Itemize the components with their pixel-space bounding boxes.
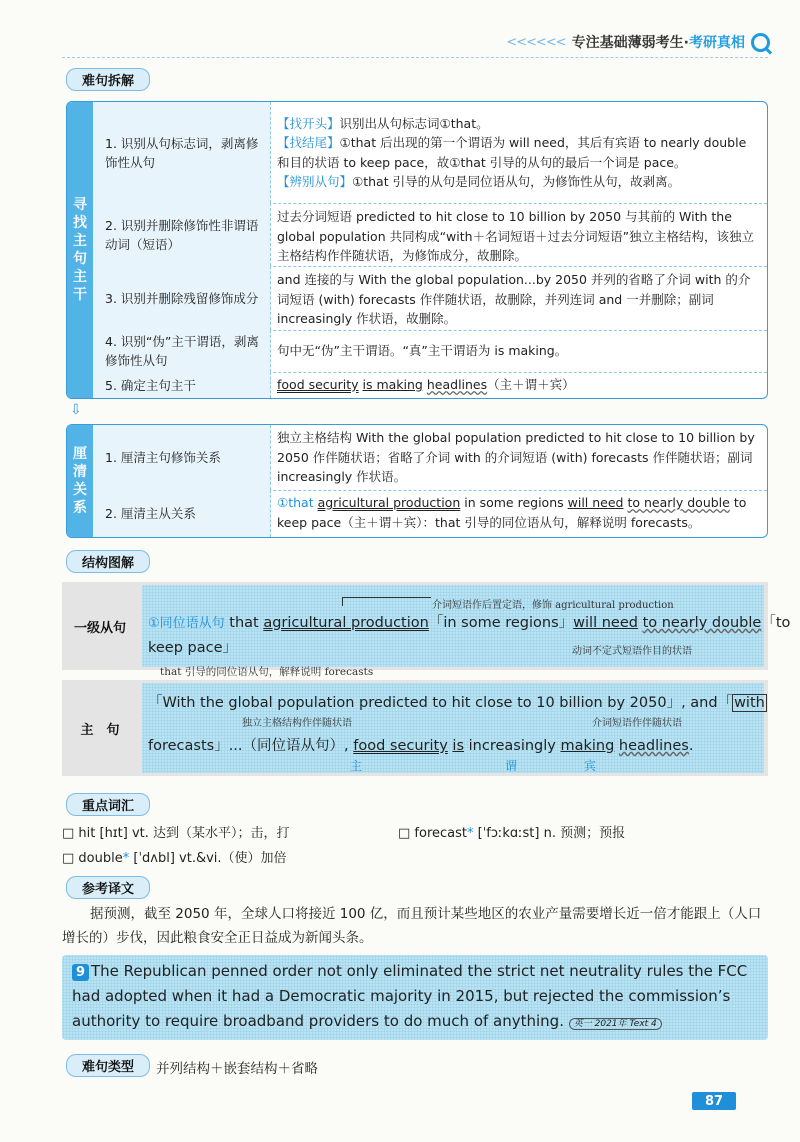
text: to keep pace（主＋谓＋宾）：that 引导的同位语从句，解释说明 forecasts。 [277, 495, 747, 530]
text: increasingly [464, 738, 561, 754]
predicate: is making [362, 377, 423, 392]
clause-tag: ①同位语从句 [148, 616, 225, 631]
object: to nearly double [642, 615, 762, 631]
predicate: will need [573, 615, 638, 631]
chevron-left-icon: <<<<<< [506, 34, 566, 50]
definition: [ˈfɔːkɑːst] n. 预测；预报 [473, 826, 626, 841]
step-label: 5. 确定主句主干 [93, 372, 271, 398]
sentence-9-box [62, 955, 768, 1040]
boxed-word: with [734, 695, 765, 711]
main-sentence-line2 [148, 734, 693, 755]
section-tag-jiegou: 结构图解 [66, 550, 150, 573]
clarify-relation-table [66, 424, 768, 538]
clause-tag: ①that [277, 495, 318, 510]
step-content: 过去分词短语 predicted to hit close to 10 billion by 2050 与其前的 With the global population 共同构成“with＋名词短语＋过去分词短语”独立主格结构，该独立主格结构作伴随状语，为修饰成分，故删除。 [277, 209, 755, 263]
step-text: ①that 后出现的第一个谓语为 will need，其后有宾语 to nearly double 和目的状语 to keep pace，故①that 引导的从句的最后一个词是 pace。 [277, 135, 747, 170]
arrow-down-icon: ⇩ [70, 402, 82, 418]
step-content [271, 102, 767, 203]
annotation: 介词短语作伴随状语 [592, 718, 682, 729]
predicate: will need [567, 495, 624, 510]
page-header [470, 30, 770, 54]
main-sentence-area [142, 683, 764, 773]
table-row [93, 425, 767, 491]
table-row [93, 490, 767, 537]
table-row [93, 372, 767, 398]
step-tag: 【找开头】 [277, 115, 340, 131]
side-char: 主 [73, 233, 87, 249]
annotation: that 引导的同位语从句，解释说明 forecasts [160, 666, 374, 678]
section-tag-yiwen: 参考译文 [66, 876, 150, 899]
step-content [271, 490, 767, 537]
section-tag-nanju: 难句拆解 [66, 68, 150, 91]
definition: [ˈdʌbl] vt.&vi.（使）加倍 [129, 851, 287, 866]
step-label: 4. 识别“伪”主干谓语，剥离修饰性从句 [93, 330, 271, 372]
sentence-type: 并列结构＋嵌套结构＋省略 [156, 1061, 318, 1077]
side-char: 清 [73, 464, 87, 480]
word: □ double [62, 851, 123, 866]
header-divider [62, 57, 768, 58]
sentence-text: The Republican penned order not only eliminated the strict net neutrality rules the FCC had adopted when it had a Democratic majority in 2015, but rejected the commission’s authority to require broadband providers to do much of anything. [72, 962, 748, 1030]
level1-sentence-area [142, 585, 791, 667]
side-char: 找 [73, 215, 87, 231]
text: 「With the global population predicted to hit close to 10 billion by 2050」, and「 [148, 695, 733, 711]
header-text: 专注基础薄弱考生· [571, 35, 689, 51]
vocab-hit: □ hit [hɪt] vt. 达到（某水平）；击，打 [62, 826, 290, 841]
step-tag: 【找结尾】 [277, 135, 340, 150]
subject: food security [277, 377, 359, 392]
section-tag-cihui: 重点词汇 [66, 793, 150, 816]
text: that [224, 615, 264, 631]
step-content: 句中无“伪”主干谓语。“真”主干谓语为 is making。 [277, 343, 568, 359]
side-char: 主 [73, 269, 87, 285]
side-char: 干 [73, 287, 87, 303]
text: 「in some regions」 [428, 615, 574, 631]
annotation: 动词不定式短语作目的状语 [572, 646, 692, 657]
step-label: 1. 厘清主句修饰关系 [93, 425, 271, 490]
step-label: 2. 识别并删除修饰性非谓语动词（短语） [93, 203, 271, 266]
step-content: and 连接的与 With the global population...by 2050 并列的省略了介词 with 的介词短语 (with) forecasts 作伴随状语，故删除，并列连词 and 一并删除；副词 increasingly 作状语，故删除。 [277, 272, 751, 326]
step-tag: 【辨别从句】 [277, 174, 353, 189]
object: headlines [426, 377, 488, 392]
search-icon [751, 33, 770, 52]
main-clause-row [62, 680, 768, 776]
step-label: 3. 识别并删除残留修饰成分 [93, 266, 271, 330]
table-row [93, 266, 767, 331]
main-sentence-line1 [148, 691, 767, 712]
table-row [93, 203, 767, 267]
sentence-number: 9 [72, 964, 89, 981]
predicate: is [452, 738, 465, 754]
formula: （主＋谓＋宾） [487, 377, 575, 392]
section-tag-leixing: 难句类型 [66, 1054, 150, 1077]
table-side-label [67, 425, 93, 537]
annotation: 独立主格结构作伴随状语 [242, 718, 352, 729]
step-text: ①that 引导的从句是同位语从句，为修饰性从句，故剥离。 [352, 174, 681, 189]
table-row [93, 330, 767, 373]
step-content: 独立主格结构 With the global population predicted to hit close to 10 billion by 2050 作伴随状语；省略了介词 with 的介词短语 (with) forecasts 作伴随状语；副词 increasingly 作状语。 [277, 430, 755, 484]
step-content [271, 372, 767, 398]
level1-label: 一级从句 [73, 620, 126, 636]
side-char: 关 [73, 482, 87, 498]
step-label: 1. 识别从句标志词，剥离修饰性从句 [93, 102, 271, 203]
star-icon: * [122, 851, 130, 866]
subject-label: 主 [350, 759, 363, 773]
subject: food security [353, 738, 448, 754]
predicate: making [560, 738, 615, 754]
text: . [688, 738, 694, 754]
translation-text: 据预测，截至 2050 年，全球人口将接近 100 亿，而且预计某些地区的农业产量需要增长近一倍才能跟上（人口增长的）步伐，因此粮食安全正日益成为新闻头条。 [62, 906, 762, 946]
vocab-forecast [398, 822, 625, 841]
annotation: 介词短语作后置定语，修饰 agricultural production [432, 600, 674, 611]
text: forecasts」...（同位语从句）, [148, 738, 354, 754]
subject: agricultural production [263, 615, 429, 631]
header-text-accent: 考研真相 [689, 35, 745, 51]
star-icon: * [467, 826, 474, 841]
object: to nearly double [627, 495, 730, 510]
main-label: 主 句 [80, 722, 120, 738]
bracket-line [342, 597, 431, 606]
side-char: 寻 [73, 197, 87, 213]
object-label: 宾 [584, 759, 597, 773]
subject: agricultural production [317, 495, 461, 510]
vocab-double [62, 847, 287, 866]
source-badge: 英一 2021年 Text 4 [569, 1018, 662, 1030]
level1-sentence-line2: keep pace」 [148, 640, 238, 656]
text: in some regions [460, 495, 568, 510]
side-char: 厘 [73, 446, 87, 462]
find-main-clause-table [66, 101, 768, 399]
side-char: 句 [73, 251, 87, 267]
page-number: 87 [692, 1092, 736, 1110]
predicate-label: 谓 [505, 759, 518, 773]
step-text: 识别出从句标志词①that。 [339, 115, 489, 131]
text: 「to [761, 615, 791, 631]
level1-sentence-line1 [148, 611, 790, 632]
step-label: 2. 厘清主从关系 [93, 490, 271, 537]
object: headlines [618, 738, 689, 754]
word: □ forecast [398, 826, 467, 841]
table-side-label [67, 102, 93, 398]
side-char: 系 [73, 500, 87, 516]
table-row [93, 102, 767, 204]
level1-clause-row [62, 582, 791, 670]
